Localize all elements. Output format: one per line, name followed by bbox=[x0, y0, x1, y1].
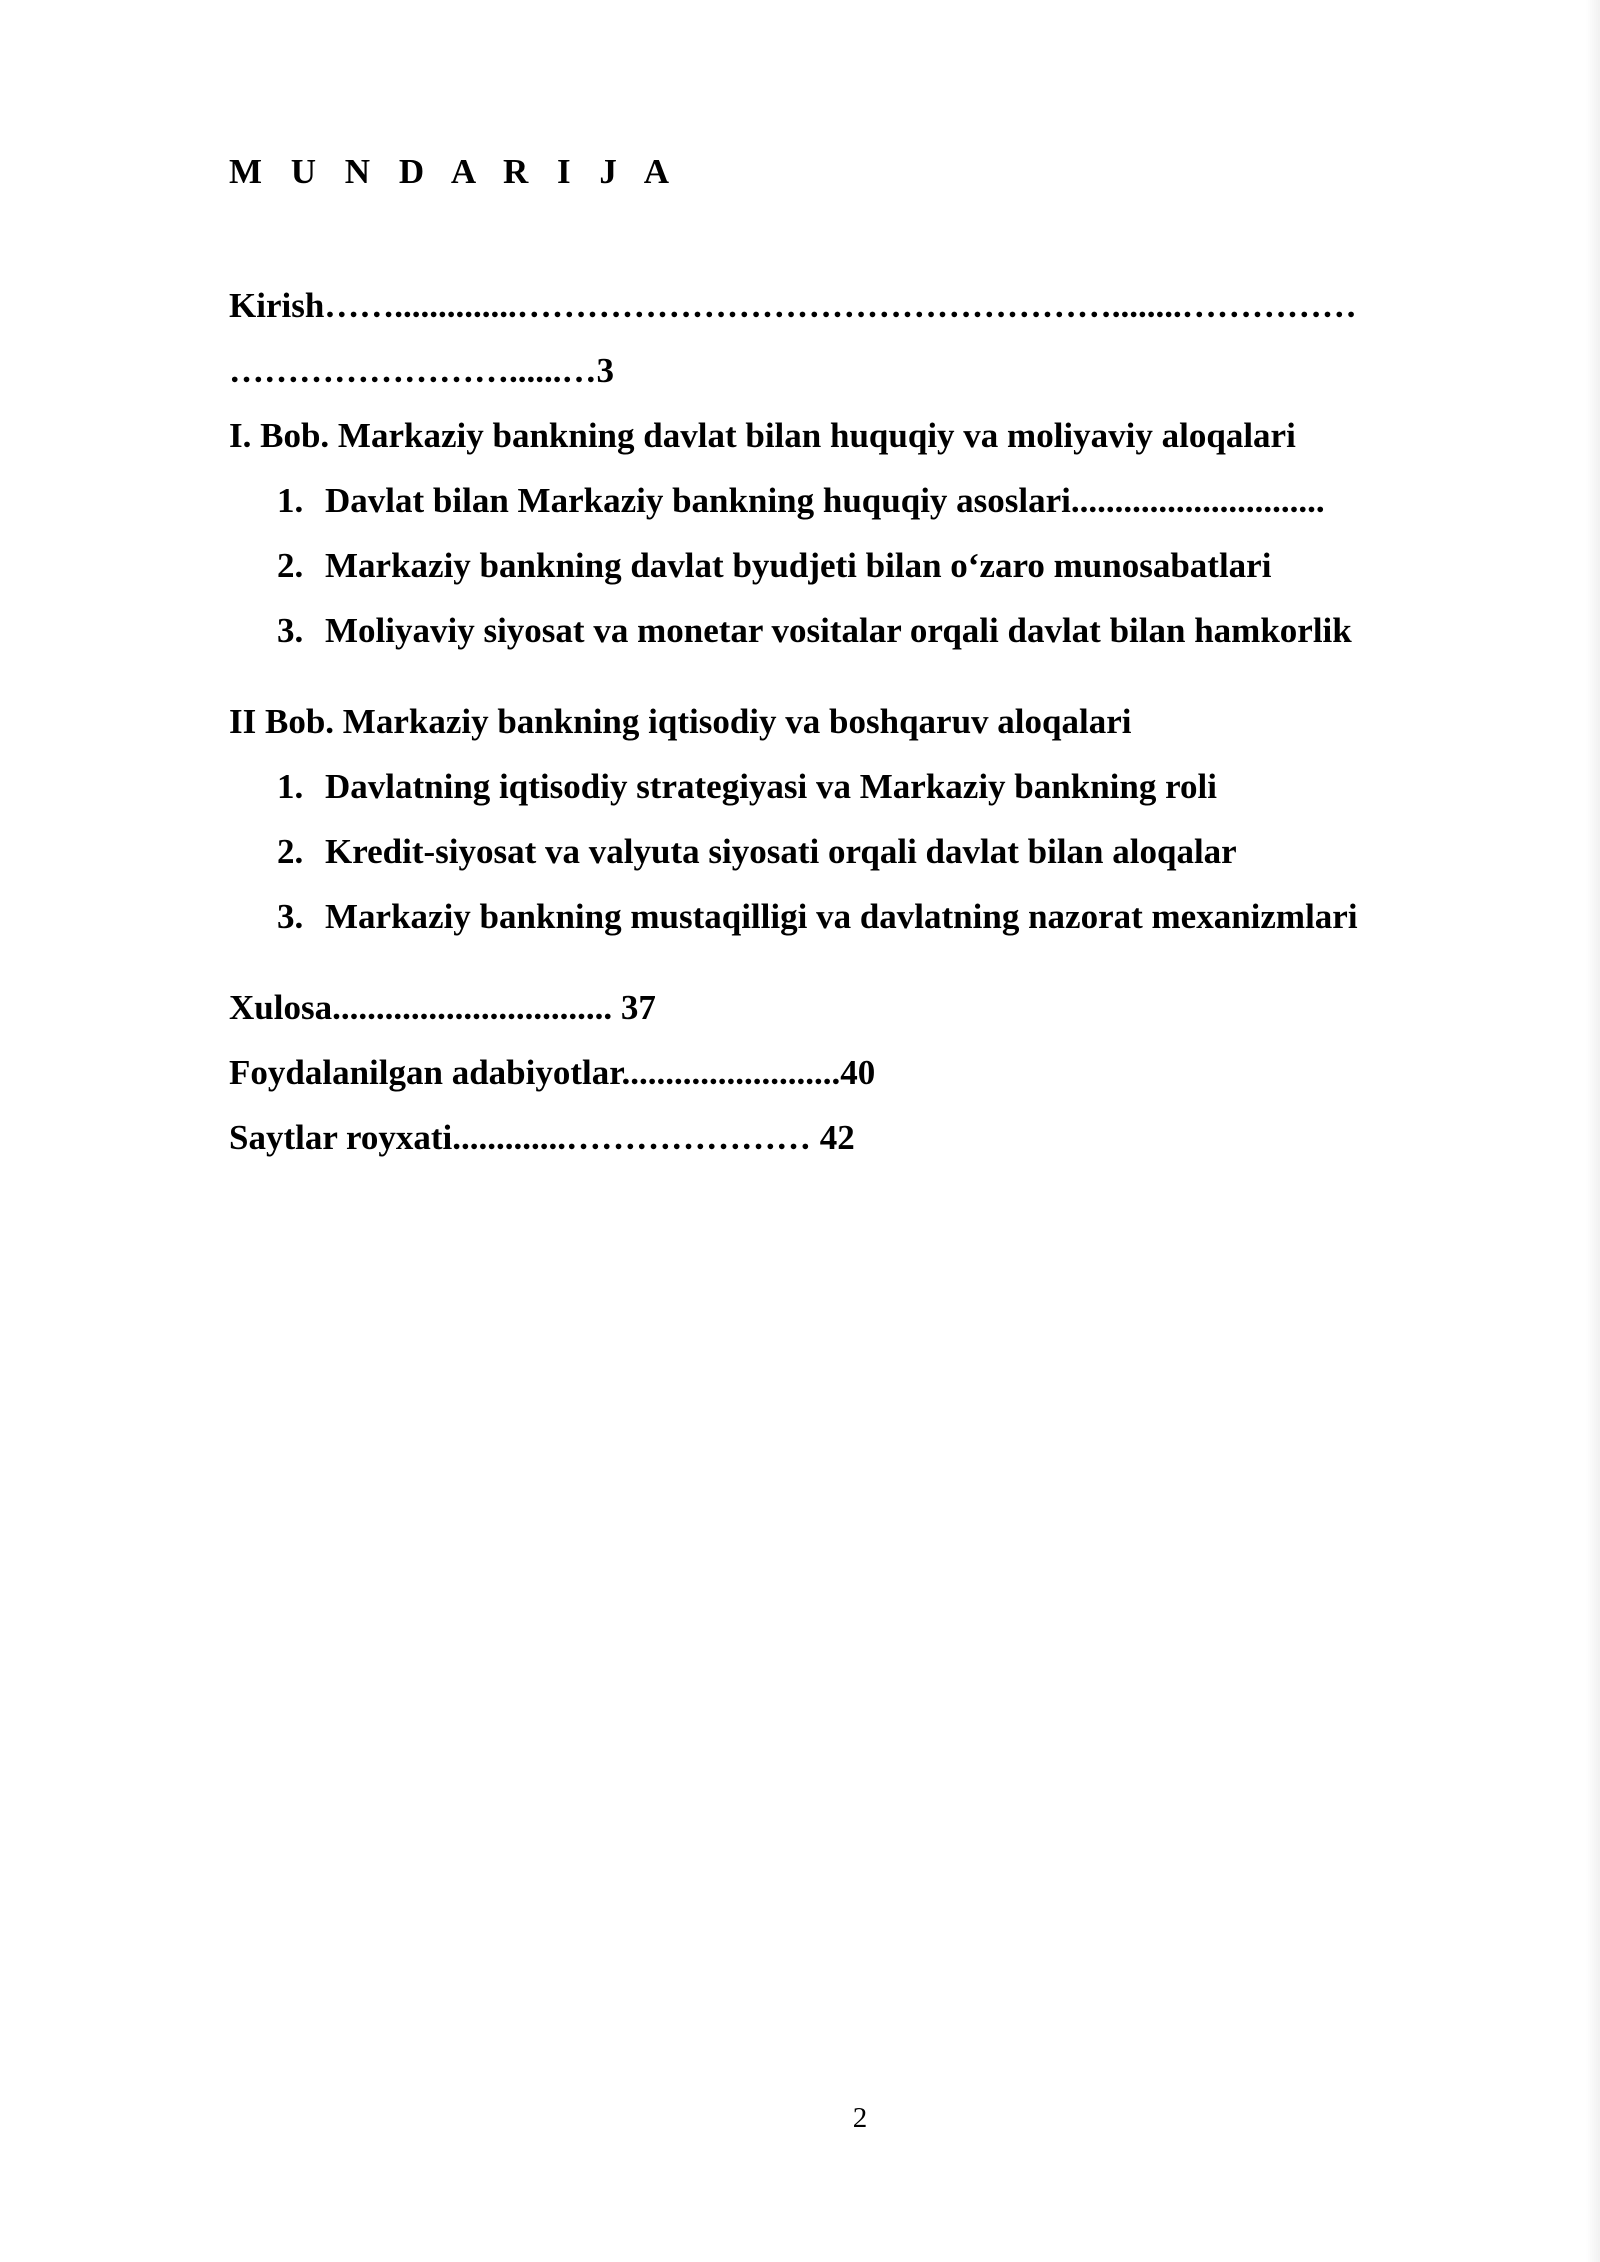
item-number: 1. bbox=[277, 481, 304, 520]
item-text: Davlatning iqtisodiy strategiyasi va Markaziy bankning roli bbox=[325, 767, 1217, 806]
chapter-2-item-3 bbox=[277, 899, 1358, 934]
chapter-2-item-2 bbox=[277, 834, 1237, 869]
item-text: Moliyaviy siyosat va monetar vositalar orqali davlat bilan hamkorlik bbox=[325, 611, 1352, 650]
toc-intro-line-2: ……………………......…3 bbox=[229, 351, 614, 390]
toc-websites: Saytlar royxati.............………………… 42 bbox=[229, 1118, 855, 1157]
chapter-1-item-1 bbox=[277, 483, 1325, 518]
chapter-2-item-1 bbox=[277, 769, 1217, 804]
toc-conclusion: Xulosa................................ 37 bbox=[229, 988, 656, 1027]
chapter-1-item-2 bbox=[277, 548, 1271, 583]
item-text: Davlat bilan Markaziy bankning huquqiy asoslari............................. bbox=[325, 481, 1325, 520]
chapter-2-heading: II Bob. Markaziy bankning iqtisodiy va boshqaruv aloqalari bbox=[229, 702, 1132, 741]
toc-references: Foydalanilgan adabiyotlar.........................40 bbox=[229, 1053, 876, 1092]
chapter-1-heading: I. Bob. Markaziy bankning davlat bilan huquqiy va moliyaviy aloqalari bbox=[229, 416, 1296, 455]
item-text: Kredit-siyosat va valyuta siyosati orqali davlat bilan aloqalar bbox=[325, 832, 1237, 871]
item-number: 1. bbox=[277, 767, 304, 806]
toc-title: M U N D A R I J A bbox=[229, 152, 680, 191]
chapter-1-item-3 bbox=[277, 613, 1352, 648]
item-number: 2. bbox=[277, 832, 304, 871]
toc-intro-line-1: Kirish……..............……………………………………………........…………… bbox=[229, 286, 1357, 325]
page-number: 2 bbox=[852, 2102, 868, 2134]
item-number: 3. bbox=[277, 897, 304, 936]
item-text: Markaziy bankning mustaqilligi va davlatning nazorat mexanizmlari bbox=[325, 897, 1358, 936]
item-text: Markaziy bankning davlat byudjeti bilan o‘zaro munosabatlari bbox=[325, 546, 1272, 585]
page-edge bbox=[1586, 0, 1600, 2262]
item-number: 2. bbox=[277, 546, 304, 585]
item-number: 3. bbox=[277, 611, 304, 650]
